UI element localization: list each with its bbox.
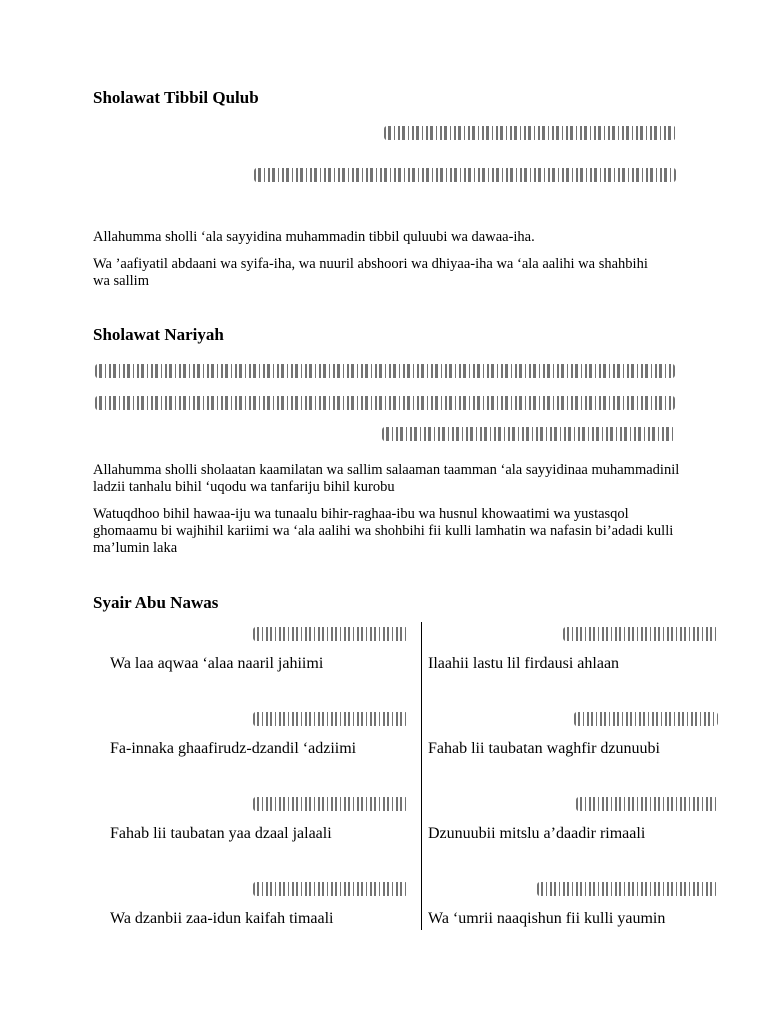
arabic-verse-right bbox=[576, 797, 718, 811]
verse-right: Ilaahii lastu lil firdausi ahlaan bbox=[428, 655, 620, 672]
arabic-line bbox=[384, 126, 676, 140]
arabic-line bbox=[382, 427, 675, 441]
verse-right: Dzunuubii mitslu a’daadir rimaali bbox=[428, 825, 646, 842]
section-title-nariyah: Sholawat Nariyah bbox=[93, 325, 224, 344]
arabic-line bbox=[95, 364, 675, 378]
arabic-verse-left bbox=[253, 627, 408, 641]
arabic-verse-left bbox=[253, 882, 408, 896]
verse-left: Wa dzanbii zaa-idun kaifah timaali bbox=[110, 910, 334, 927]
latin-paragraph: Wa ’aafiyatil abdaani wa syifa-iha, wa nuuril abshoori wa dhiyaa-iha wa ‘ala aalihi wa shahbihi wa sallim bbox=[93, 256, 648, 289]
arabic-verse-left bbox=[253, 712, 408, 726]
section-title-abu-nawas: Syair Abu Nawas bbox=[93, 593, 219, 612]
section-title-tibbil-qulub: Sholawat Tibbil Qulub bbox=[93, 88, 259, 107]
verse-left: Fa-innaka ghaafirudz-dzandil ‘adziimi bbox=[110, 740, 357, 757]
verse-left: Fahab lii taubatan yaa dzaal jalaali bbox=[110, 825, 332, 842]
verse-right: Wa ‘umrii naaqishun fii kulli yaumin bbox=[428, 910, 666, 927]
arabic-line bbox=[95, 396, 675, 410]
latin-paragraph: Allahumma sholli ‘ala sayyidina muhammadin tibbil quluubi wa dawaa-iha. bbox=[93, 229, 535, 245]
arabic-verse-right bbox=[574, 712, 718, 726]
latin-paragraph: Allahumma sholli sholaatan kaamilatan wa sallim salaaman taamman ‘ala sayyidinaa muhammadinil ladzii tanhalu bihil ‘uqodu wa tanfariju bihil kurobu bbox=[93, 462, 680, 495]
arabic-verse-right bbox=[537, 882, 718, 896]
verse-right: Fahab lii taubatan waghfir dzunuubi bbox=[428, 740, 660, 757]
arabic-line bbox=[254, 168, 676, 182]
verse-left: Wa laa aqwaa ‘alaa naaril jahiimi bbox=[110, 655, 324, 672]
column-divider bbox=[421, 622, 422, 930]
arabic-verse-left bbox=[253, 797, 408, 811]
arabic-verse-right bbox=[563, 627, 718, 641]
latin-paragraph: Watuqdhoo bihil hawaa-iju wa tunaalu bihir-raghaa-ibu wa husnul khowaatimi wa yustasqol ghomaamu bi wajhihil kariimi wa ‘ala aalihi wa shohbihi fii kulli lamhatin wa nafasin bi’adadi kulli ma’lumin laka bbox=[93, 506, 674, 556]
